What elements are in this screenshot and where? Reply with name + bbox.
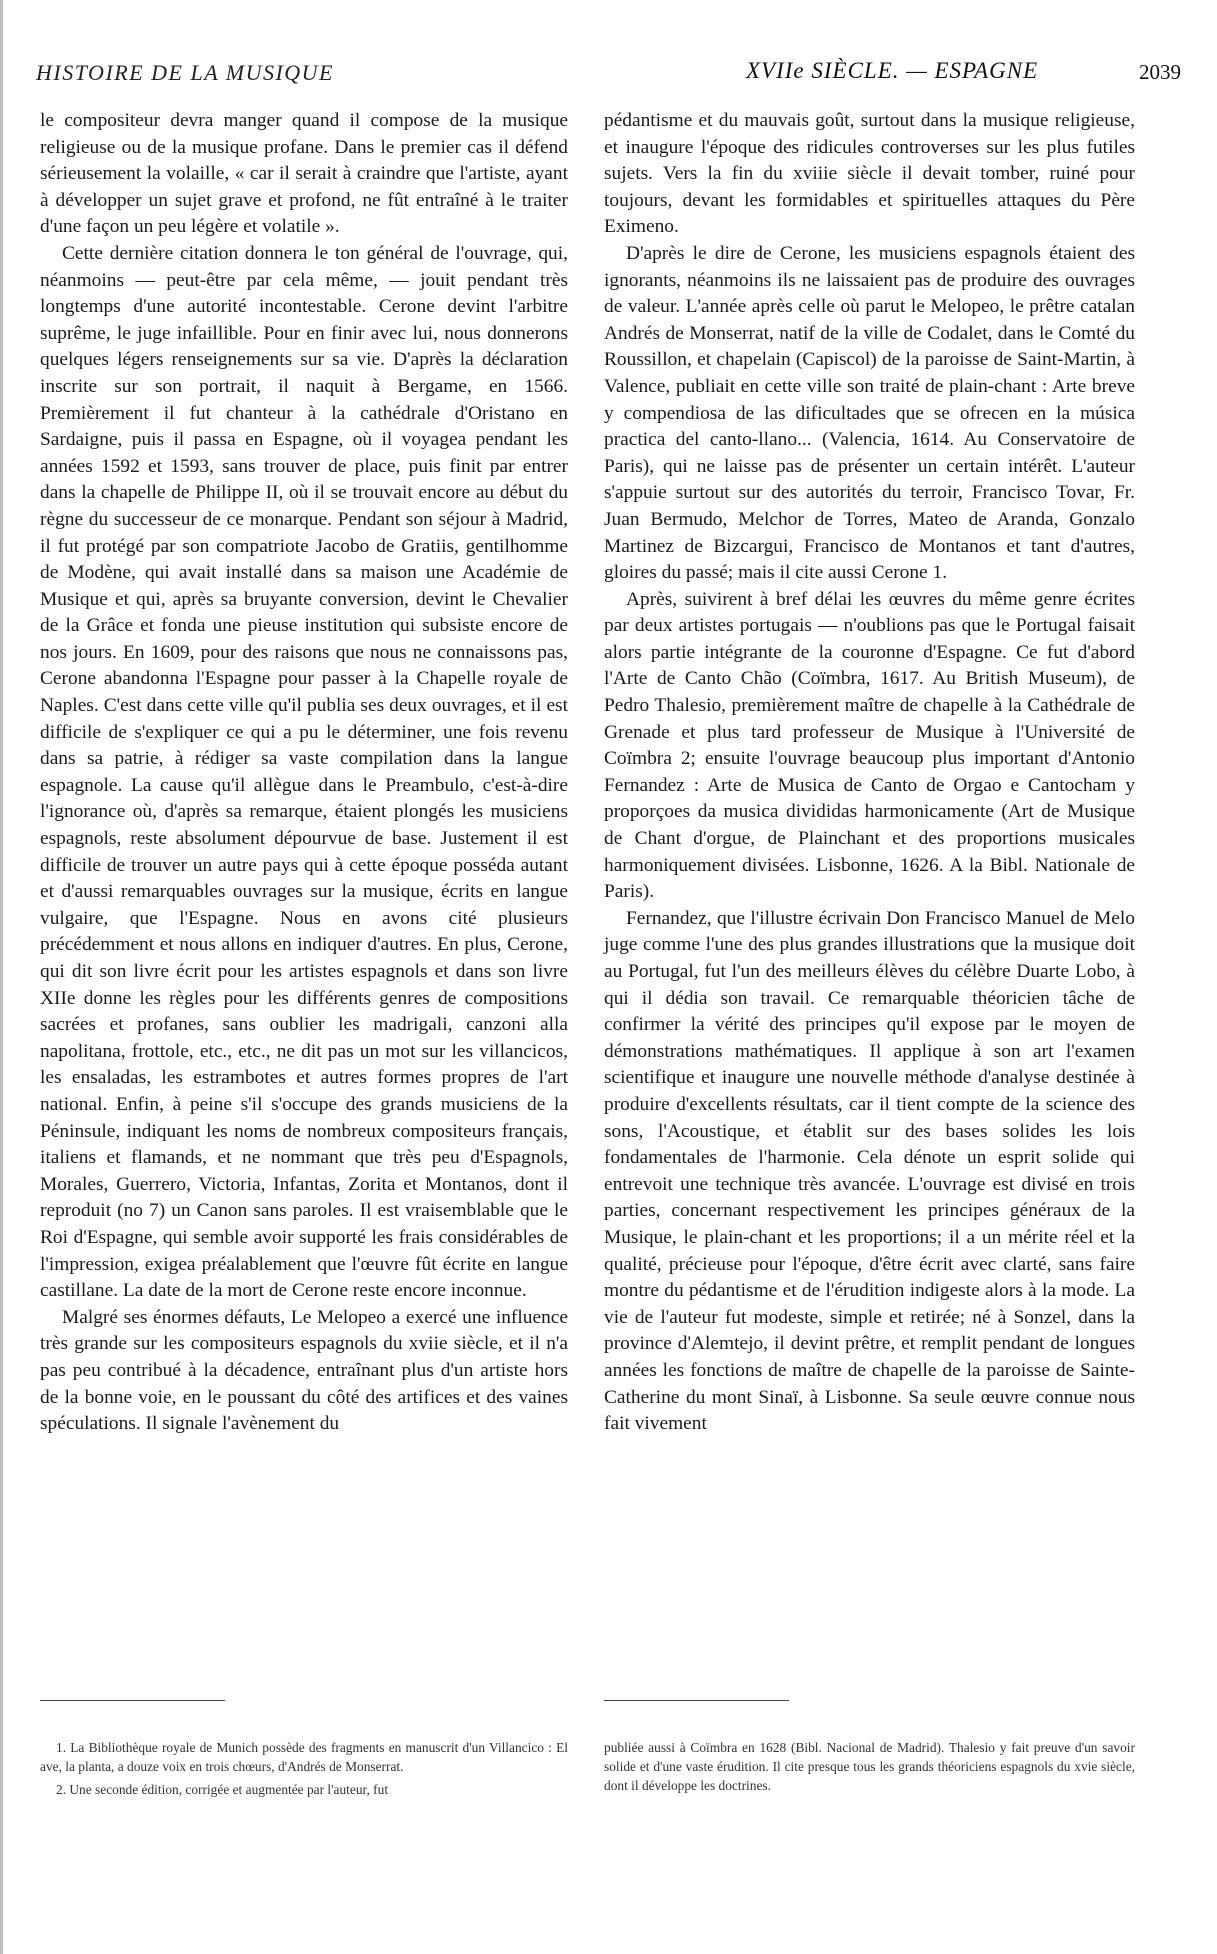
page-number: 2039 bbox=[1139, 60, 1181, 84]
paragraph: D'après le dire de Cerone, les musiciens espagnols étaient des ignorants, néanmoins ils ne laissaient pas de produire des ouvrages de valeur. L'année après celle où parut le Melopeo, le prêtre catalan Andrés de Monserrat, natif de la ville de Codalet, dans le Comté du Roussillon, et chapelain (Capiscol) de la paroisse de Saint-Martin, à Valence, publiait en cette ville son traité de plain-chant : Arte breve y compendiosa de las dificultades que se ofrecen en la música practica del canto-llano... (Valencia, 1614. Au Conservatoire de Paris), qui ne laisse pas de présenter un certain intérêt. L'auteur s'appuie surtout sur des autorités du terroir, Francisco Tovar, Fr. Juan Bermudo, Melchor de Torres, Mateo de Aranda, Gonzalo Martinez de Bizcargui, Francisco de Montanos et tant d'autres, gloires du passé; mais il cite aussi Cerone 1. bbox=[604, 242, 1135, 584]
right-column bbox=[604, 108, 1135, 1438]
running-header bbox=[36, 56, 1181, 92]
footnote-rule bbox=[40, 1700, 225, 1701]
footnote-rule bbox=[604, 1700, 789, 1701]
paragraph: Cette dernière citation donnera le ton général de l'ouvrage, qui, néanmoins — peut-être par cela même, — jouit pendant très longtemps d'une autorité incontestable. Cerone devint l'arbitre suprême, le juge infaillible. Pour en finir avec lui, nous donnerons quelques légers renseignements sur sa vie. D'après la déclaration inscrite sur son portrait, il naquit à Bergame, en 1566. Premièrement il fut chanteur à la cathédrale d'Oristano en Sardaigne, puis il passa en Espagne, où il voyagea pendant les années 1592 et 1593, sans trouver de place, puis finit par entrer dans la chapelle de Philippe II, où il se trouvait encore au début du règne du successeur de ce monarque. Pendant son séjour à Madrid, il fut protégé par son compatriote Jacobo de Gratiis, gentilhomme de Modène, qui avait installé dans sa maison une Académie de Musique et qui, après sa bruyante conversion, devint le Chevalier de la Grâce et fonda une pieuse institution qui subsiste encore de nos jours. En 1609, pour des raisons que nous ne connaissons pas, Cerone abandonna l'Espagne pour passer à la Chapelle royale de Naples. C'est dans cette ville qu'il publia ses deux ouvrages, et il est difficile de s'expliquer ce qui a pu le déterminer, une fois revenu dans sa patrie, à rédiger sa vaste compilation dans la langue espagnole. La cause qu'il allègue dans le Preambulo, c'est-à-dire l'ignorance où, d'après sa remarque, étaient plongés les musiciens espagnols, reste absolument dépourvue de base. Justement il est difficile de trouver un autre pays qui à cette époque posséda autant et d'aussi remarquables ouvrages sur la musique, écrits en langue vulgaire, que l'Espagne. Nous en avons cité plusieurs précédemment et nous allons en indiquer d'autres. En plus, Cerone, qui dit son livre écrit pour les artistes espagnols et dans son livre XIIe donne les règles pour les différents genres de compositions sacrées et profanes, sans oublier les madrigali, canzoni alla napolitana, frottole, etc., etc., ne dit pas un mot sur les villancicos, les ensaladas, les estrambotes et autres formes propres de l'art national. Enfin, à peine s'il s'occupe des grands musiciens de la Péninsule, indiquant les noms de nombreux compositeurs français, italiens et flamands, et ne nommant que très peu d'Espagnols, Morales, Guerrero, Victoria, Infantas, Zorita et Montanos, dont il reproduit (no 7) un Canon sans paroles. Il est vraisemblable que le Roi d'Espagne, qui semble avoir supporté les frais considérables de l'impression, exigea préalablement que l'œuvre fût écrite en langue castillane. La date de la mort de Cerone reste encore inconnue. bbox=[40, 242, 568, 1302]
footnotes-right bbox=[604, 1738, 1135, 1799]
left-column bbox=[40, 108, 568, 1438]
footnotes-left bbox=[40, 1738, 568, 1803]
paragraph: le compositeur devra manger quand il compose de la musique religieuse ou de la musique profane. Dans le premier cas il défend sérieusement la volaille, « car il serait à craindre que l'artiste, ayant à développer un sujet grave et profond, ne fût entraîné à le traiter d'une façon un peu légère et volatile ». bbox=[40, 110, 568, 238]
running-title-left: HISTOIRE DE LA MUSIQUE bbox=[36, 60, 334, 85]
paragraph: Fernandez, que l'illustre écrivain Don Francisco Manuel de Melo juge comme l'une des plus grandes illustrations que la musique doit au Portugal, fut l'un des meilleurs élèves du célèbre Duarte Lobo, à qui il dédia son travail. Ce remarquable théoricien tâche de confirmer la vérité des principes qu'il expose par le moyen de démonstrations mathématiques. Il applique à son art l'examen scientifique et inaugure une nouvelle méthode d'analyse destinée à produire d'excellents résultats, car il tient compte de la science des sons, l'Acoustique, et établit sur des bases solides les lois fondamentales de l'harmonie. Cela dénote un esprit solide qui entrevoit une technique très avancée. L'ouvrage est divisé en trois parties, concernant respectivement les principes généraux de la Musique, le plain-chant et les proportions; il a un mérite réel et la qualité, précieuse pour l'époque, d'être écrit avec clarté, sans faire montre du pédantisme et de l'érudition indigeste alors à la mode. La vie de l'auteur fut modeste, simple et retirée; né à Sonzel, dans la province d'Alemtejo, il devint prêtre, et remplit pendant de longues années les fonctions de maître de chapelle de la paroisse de Sainte-Catherine du mont Sinaï, à Lisbonne. Sa seule œuvre connue nous fait vivement bbox=[604, 907, 1135, 1435]
footnote: 2. Une seconde édition, corrigée et augmentée par l'auteur, fut bbox=[56, 1782, 389, 1797]
footnote: publiée aussi à Coïmbra en 1628 (Bibl. Nacional de Madrid). Thalesio y fait preuve d'un savoir solide et d'une vaste érudition. Il cite presque tous les grands théoriciens espagnols du xvie siècle, dont il développe les doctrines. bbox=[604, 1740, 1135, 1793]
footnote: 1. La Bibliothèque royale de Munich possède des fragments en manuscrit d'un Villancico : El ave, la planta, a douze voix en trois chœurs, d'Andrés de Monserrat. bbox=[40, 1740, 568, 1774]
page-edge bbox=[0, 0, 3, 1954]
paragraph: Après, suivirent à bref délai les œuvres du même genre écrites par deux artistes portugais — n'oublions pas que le Portugal faisait alors partie intégrante de la couronne d'Espagne. Ce fut d'abord l'Arte de Canto Chão (Coïmbra, 1617. Au British Museum), de Pedro Thalesio, premièrement maître de chapelle à la Cathédrale de Grenade et plus tard professeur de Musique à l'Université de Coïmbra 2; ensuite l'ouvrage beaucoup plus important d'Antonio Fernandez : Arte de Musica de Canto de Orgao e Cantocham y proporçoes da musica divididas harmonicamente (Art de Musique de Chant d'orgue, de Plainchant et des proportions musicales harmoniquement divisées. Lisbonne, 1626. A la Bibl. Nationale de Paris). bbox=[604, 588, 1135, 903]
paragraph: pédantisme et du mauvais goût, surtout dans la musique religieuse, et inaugure l'époque des ridicules controverses sur les plus futiles sujets. Vers la fin du xviiie siècle il devait tomber, ruiné pour toujours, devant les formidables et spirituelles attaques du Père Eximeno. bbox=[604, 110, 1135, 238]
paragraph: Malgré ses énormes défauts, Le Melopeo a exercé une influence très grande sur les compositeurs espagnols du xviie siècle, et il n'a pas peu contribué à la décadence, entraînant plus d'un artiste hors de la bonne voie, en le poussant du côté des artifices et des vaines spéculations. Il signale l'avènement du bbox=[40, 1306, 568, 1435]
running-title-right: XVIIe SIÈCLE. — ESPAGNE bbox=[746, 58, 1039, 83]
